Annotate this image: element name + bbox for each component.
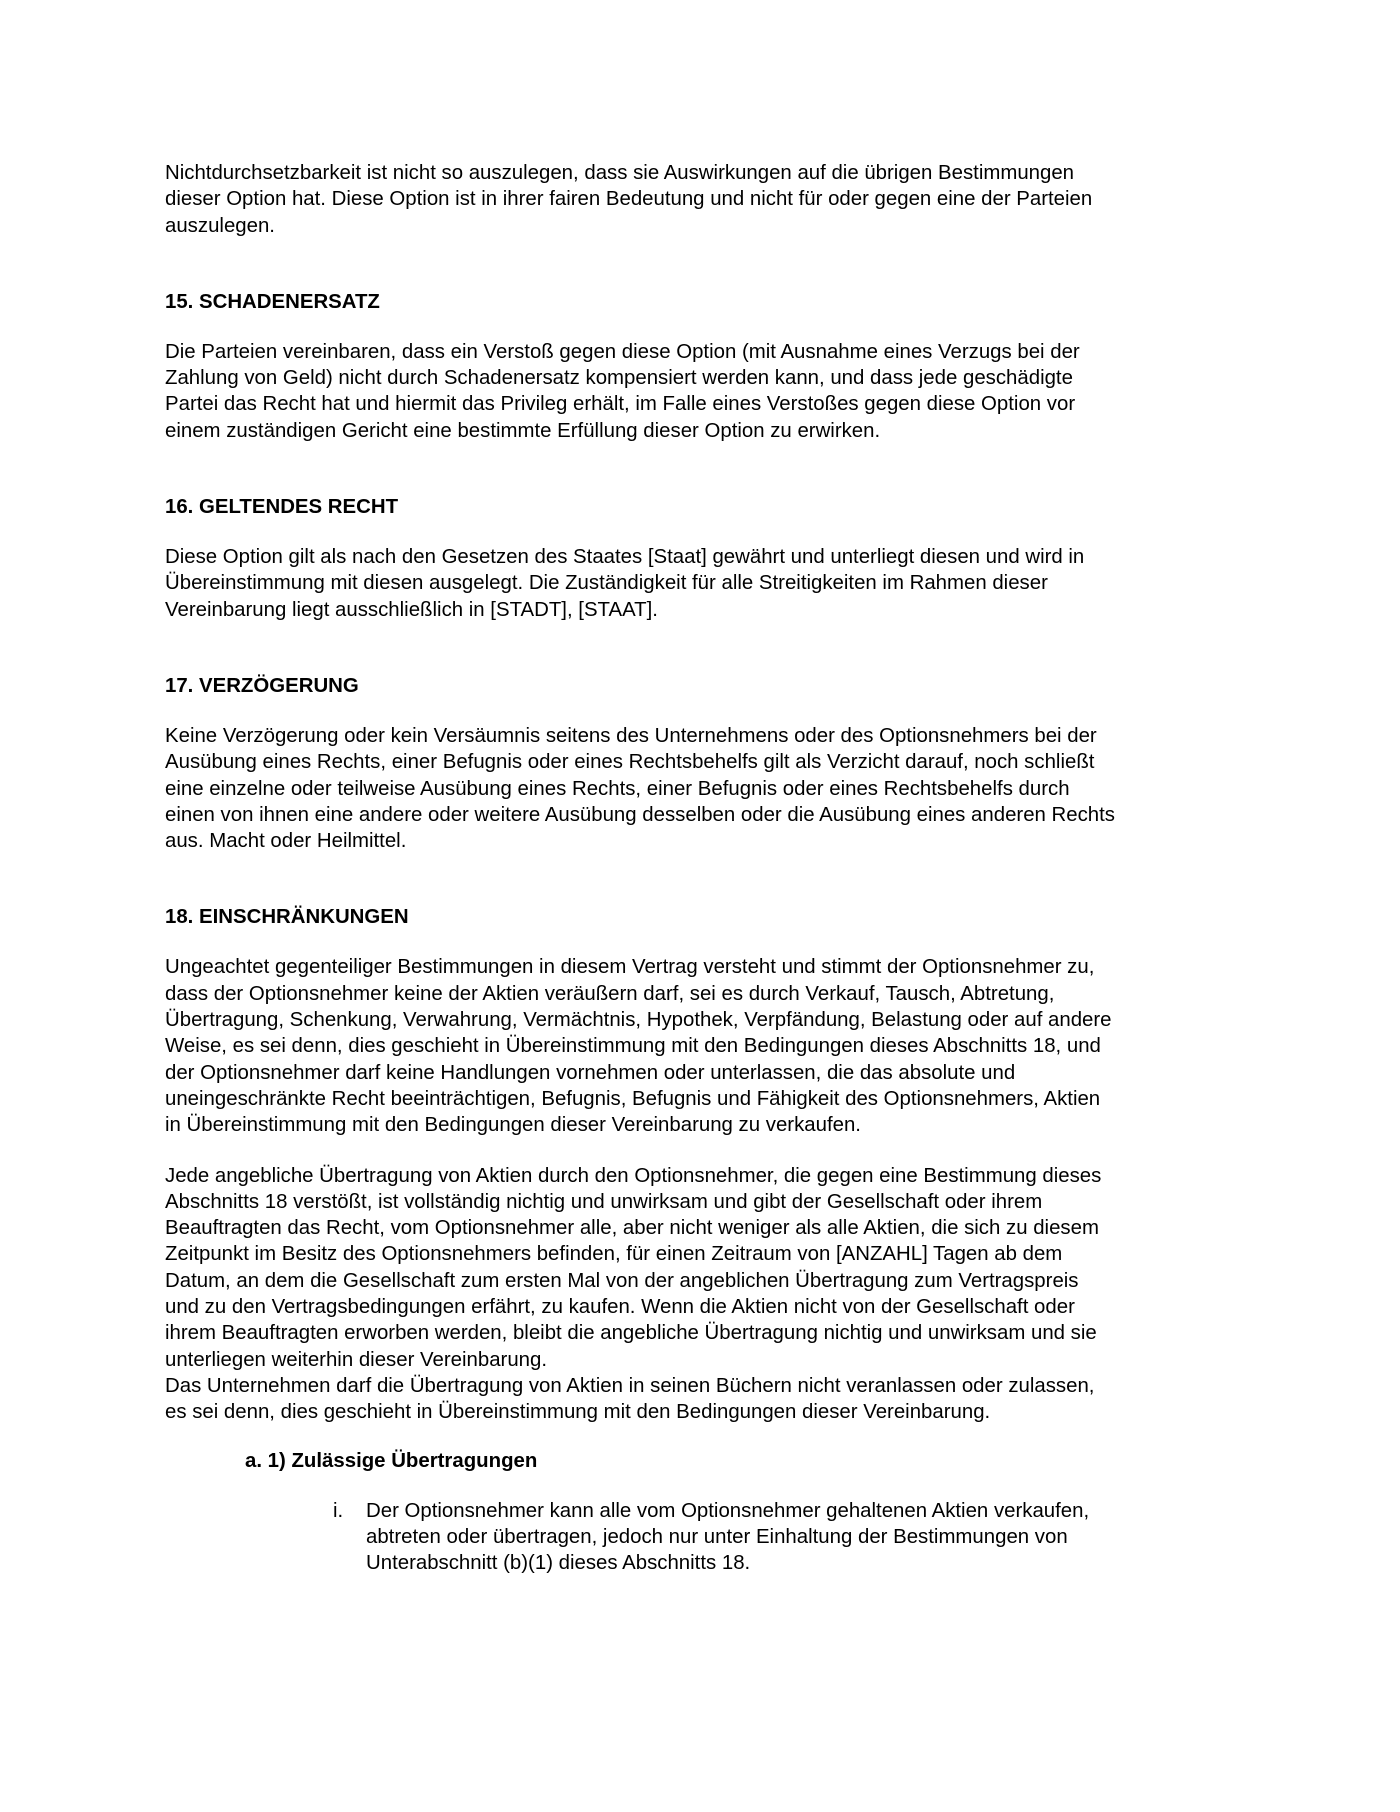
- section-15-heading: 15. SCHADENERSATZ: [165, 290, 380, 313]
- section-16-paragraph: Diese Option gilt als nach den Gesetzen des Staates [Staat] gewährt und unterliegt diesen und wird in Übereinstimmung mit diesen ausgelegt. Die Zuständigkeit für alle Streitigkeiten im Rahmen dieser Vereinbarung liegt ausschließlich in [STADT], [STAAT].: [165, 546, 1085, 621]
- section-18-paragraph-2: Jede angebliche Übertragung von Aktien durch den Optionsnehmer, die gegen eine Bestimmung dieses Abschnitts 18 verstößt, ist vollständig nichtig und unwirksam und gibt der Gesellschaft oder ihrem Beauftragten das Recht, vom Optionsnehmer alle, aber nicht weniger als alle Aktien, die sich zu diesem Zeitpunkt im Besitz des Optionsnehmers befinden, für einen Zeitraum von [ANZAHL] Tagen ab dem Datum, an dem die Gesellschaft zum ersten Mal von der angeblichen Übertragung zum Vertragspreis und zu den Vertragsbedingungen erfährt, zu kaufen. Wenn die Aktien nicht von der Gesellschaft oder ihrem Beauftragten erworben werden, bleibt die angebliche Übertragung nichtig und unwirksam und sie unterliegen weiterhin dieser Vereinbarung. Das Unternehmen darf die Übertragung von Aktien in seinen Büchern nicht veranlassen oder zulassen, es sei denn, dies geschieht in Übereinstimmung mit den Bedingungen dieser Vereinbarung.: [165, 1164, 1102, 1424]
- section-17-paragraph: Keine Verzögerung oder kein Versäumnis seitens des Unternehmens oder des Optionsnehmers bei der Ausübung eines Rechts, einer Befugnis oder eines Rechtsbehelfs gilt als Verzicht darauf, noch schließt eine einzelne oder teilweise Ausübung eines Rechts, einer Befugnis oder eines Rechtsbehelfs durch einen von ihnen eine andere oder weitere Ausübung desselben oder die Ausübung eines anderen Rechts aus. Macht oder Heilmittel.: [165, 724, 1116, 853]
- section-18a-subheading: a. 1) Zulässige Übertragungen: [245, 1449, 538, 1472]
- list-item: [165, 1498, 1250, 1577]
- section-16-heading: 16. GELTENDES RECHT: [165, 496, 399, 519]
- document-page: [165, 160, 1250, 1576]
- section-17-heading: 17. VERZÖGERUNG: [165, 674, 359, 697]
- section-15-paragraph: Die Parteien vereinbaren, dass ein Verstoß gegen diese Option (mit Ausnahme eines Verzugs bei der Zahlung von Geld) nicht durch Schadenersatz kompensiert werden kann, und dass jede geschädigte Partei das Recht hat und hiermit das Privileg erhält, im Falle eines Verstoßes gegen diese Option vor einem zuständigen Gericht eine bestimmte Erfüllung dieser Option zu erwirken.: [165, 340, 1080, 442]
- intro-paragraph: Nichtdurchsetzbarkeit ist nicht so auszulegen, dass sie Auswirkungen auf die übrigen Bestimmungen dieser Option hat. Diese Option ist in ihrer fairen Bedeutung und nicht für oder gegen eine der Parteien auszulegen.: [165, 162, 1093, 237]
- list-marker: i.: [333, 1499, 344, 1522]
- list-item-text: Der Optionsnehmer kann alle vom Optionsnehmer gehaltenen Aktien verkaufen, abtreten oder übertragen, jedoch nur unter Einhaltung der Bestimmungen von Unterabschnitt (b)(1) dieses Abschnitts 18.: [366, 1499, 1090, 1575]
- section-18-paragraph-1: Ungeachtet gegenteiliger Bestimmungen in diesem Vertrag versteht und stimmt der Optionsnehmer zu, dass der Optionsnehmer keine der Aktien veräußern darf, sei es durch Verkauf, Tausch, Abtretung, Übertragung, Schenkung, Verwahrung, Vermächtnis, Hypothek, Verpfändung, Belastung oder auf andere Weise, es sei denn, dies geschieht in Übereinstimmung mit den Bedingungen dieses Abschnitts 18, und der Optionsnehmer darf keine Handlungen vornehmen oder unterlassen, die das absolute und uneingeschränkte Recht beeinträchtigen, Befugnis, Befugnis und Fähigkeit des Optionsnehmers, Aktien in Übereinstimmung mit den Bedingungen dieser Vereinbarung zu verkaufen.: [165, 956, 1112, 1137]
- section-18-heading: 18. EINSCHRÄNKUNGEN: [165, 906, 409, 929]
